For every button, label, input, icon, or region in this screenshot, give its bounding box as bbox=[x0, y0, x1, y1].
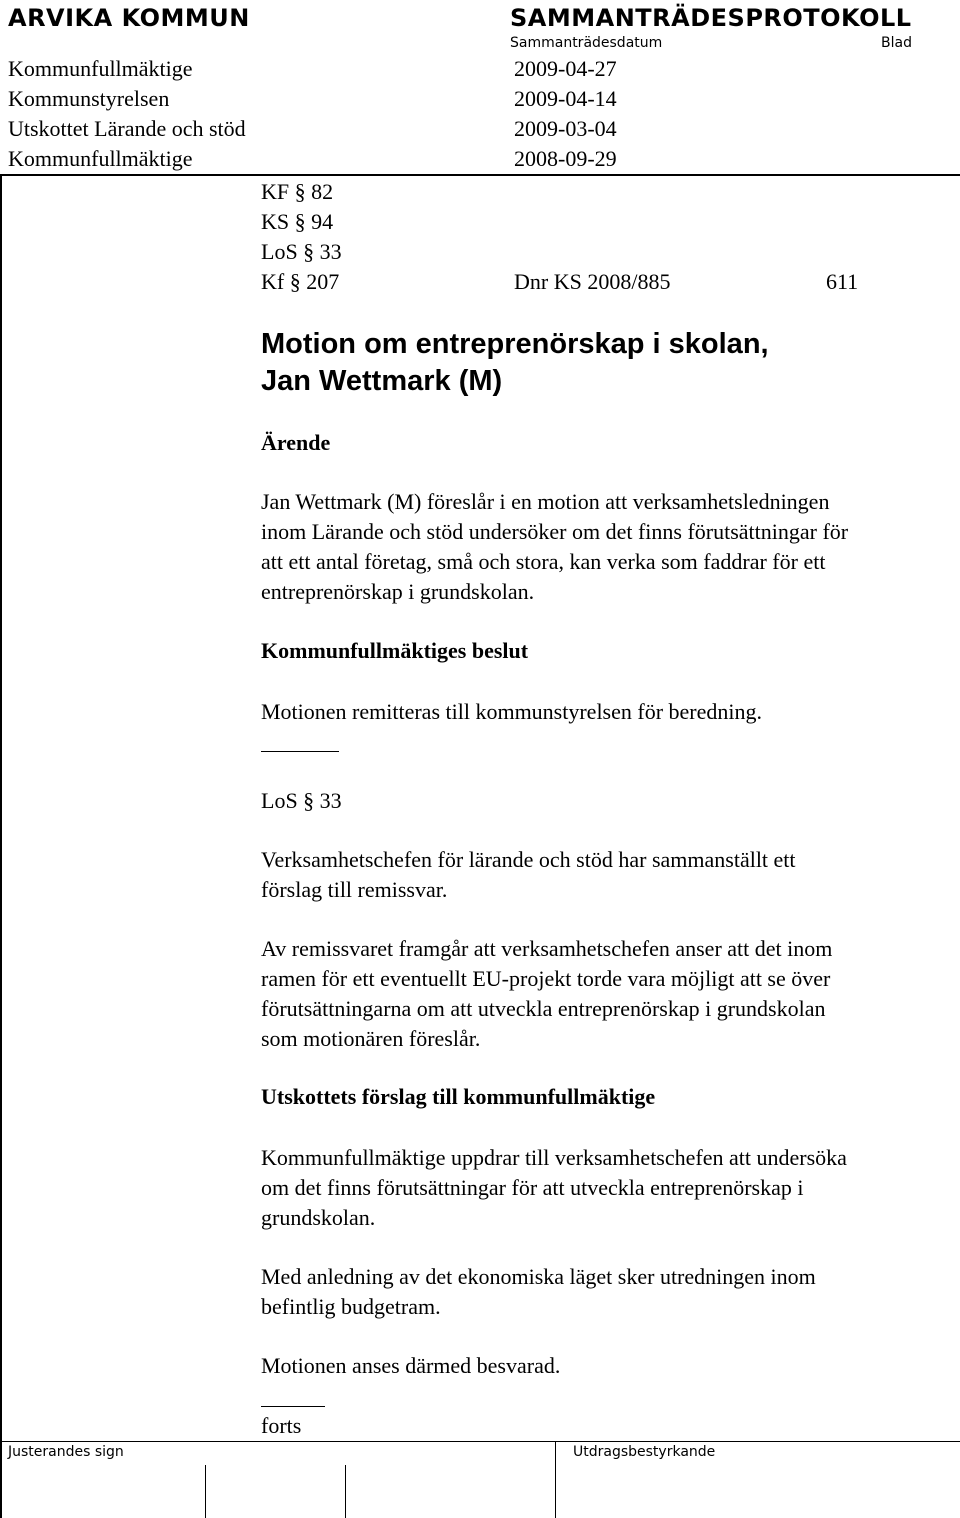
paragraph-ref: KF § 82 bbox=[261, 179, 334, 204]
signature-box-divider bbox=[205, 1465, 206, 1518]
text-line: om det finns förutsättningar för att utveckla entreprenörskap i bbox=[261, 1175, 804, 1200]
meeting-body: Kommunfullmäktige bbox=[8, 56, 193, 81]
footer-divider bbox=[555, 1441, 556, 1518]
section-heading-utskott: Utskottets förslag till kommunfullmäktige bbox=[261, 1084, 656, 1109]
signature-box-divider bbox=[345, 1465, 346, 1518]
text-line: förslag till remissvar. bbox=[261, 877, 448, 902]
paragraph-ref: KS § 94 bbox=[261, 209, 334, 234]
meeting-body: Utskottet Lärande och stöd bbox=[8, 116, 246, 141]
arende-text bbox=[261, 487, 956, 607]
text-line: Jan Wettmark (M) föreslår i en motion att verksamhetsledningen bbox=[261, 489, 830, 514]
page-title: Motion om entreprenörskap i skolan, bbox=[261, 328, 769, 360]
los-text-2 bbox=[261, 934, 956, 1054]
org-name: ARVIKA KOMMUN bbox=[8, 4, 250, 32]
document-type: SAMMANTRÄDESPROTOKOLL bbox=[510, 4, 912, 32]
section-heading-kf-beslut: Kommunfullmäktiges beslut bbox=[261, 638, 529, 663]
text-line: Verksamhetschefen för lärande och stöd har sammanställt ett bbox=[261, 847, 796, 872]
meeting-date: 2009-04-27 bbox=[514, 56, 617, 81]
paragraph-ref: Kf § 207 bbox=[261, 269, 340, 294]
text-line: Kommunfullmäktige uppdrar till verksamhetschefen att undersöka bbox=[261, 1145, 847, 1170]
utskott-text-2 bbox=[261, 1262, 956, 1322]
forts-rule bbox=[261, 1406, 325, 1407]
meeting-date: 2009-04-14 bbox=[514, 86, 617, 111]
reference-number: 611 bbox=[826, 269, 859, 294]
los-text-1 bbox=[261, 845, 956, 905]
header-rule bbox=[0, 174, 960, 176]
text-line: som motionären föreslår. bbox=[261, 1026, 481, 1051]
meeting-body: Kommunfullmäktige bbox=[8, 146, 193, 171]
text-line: inom Lärande och stöd undersöker om det finns förutsättningar för bbox=[261, 519, 849, 544]
page-title: Jan Wettmark (M) bbox=[261, 365, 503, 397]
text-line: Av remissvaret framgår att verksamhetschefen anser att det inom bbox=[261, 936, 833, 961]
separator-line bbox=[261, 751, 339, 752]
left-border bbox=[0, 174, 2, 1518]
utskott-text-3: Motionen anses därmed besvarad. bbox=[261, 1353, 561, 1378]
los-paragraph-ref: LoS § 33 bbox=[261, 788, 342, 813]
section-heading-arende: Ärende bbox=[261, 430, 331, 455]
paragraph-ref: LoS § 33 bbox=[261, 239, 342, 264]
text-line: att ett antal företag, små och stora, kan verka som faddrar för ett bbox=[261, 549, 826, 574]
utskott-text-1 bbox=[261, 1143, 956, 1233]
text-line: entreprenörskap i grundskolan. bbox=[261, 579, 535, 604]
meeting-date-label: Sammanträdesdatum bbox=[510, 35, 663, 51]
kf-beslut-text: Motionen remitteras till kommunstyrelsen för beredning. bbox=[261, 699, 763, 724]
signature-label: Justerandes sign bbox=[8, 1444, 124, 1460]
continued-note: forts bbox=[261, 1413, 302, 1438]
text-line: ramen för ett eventuellt EU-projekt torde vara möjligt att se över bbox=[261, 966, 831, 991]
page-label: Blad bbox=[881, 35, 912, 51]
text-line: Med anledning av det ekonomiska läget sker utredningen inom bbox=[261, 1264, 816, 1289]
text-line: befintlig budgetram. bbox=[261, 1294, 441, 1319]
dnr-number: Dnr KS 2008/885 bbox=[514, 269, 671, 294]
meeting-date: 2008-09-29 bbox=[514, 146, 617, 171]
meeting-body: Kommunstyrelsen bbox=[8, 86, 170, 111]
text-line: grundskolan. bbox=[261, 1205, 376, 1230]
extract-label: Utdragsbestyrkande bbox=[573, 1444, 716, 1460]
text-line: förutsättningarna om att utveckla entreprenörskap i grundskolan bbox=[261, 996, 826, 1021]
footer-rule bbox=[0, 1441, 960, 1442]
meeting-date: 2009-03-04 bbox=[514, 116, 617, 141]
